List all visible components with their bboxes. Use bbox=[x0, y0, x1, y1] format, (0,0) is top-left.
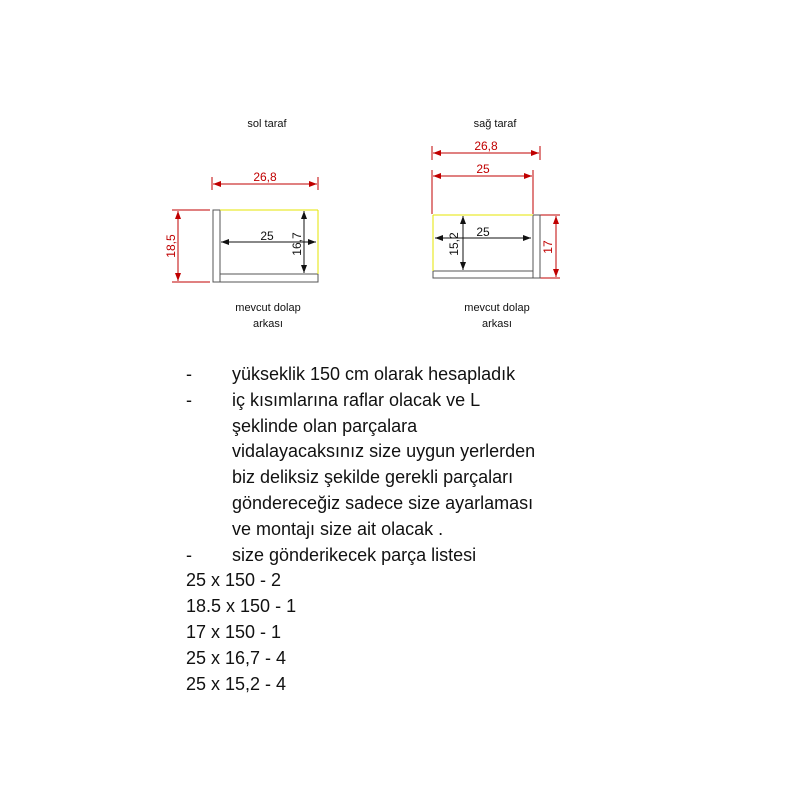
part-list-item: 25 x 150 - 2 bbox=[186, 570, 282, 591]
left-inner-height-label: 16,7 bbox=[290, 232, 304, 256]
note-text: ve montajı size ait olacak . bbox=[232, 518, 444, 539]
right-inner-height-dimension bbox=[447, 216, 463, 270]
right-view bbox=[432, 118, 560, 330]
part-list-item: 25 x 16,7 - 4 bbox=[186, 647, 287, 668]
left-inner-width-label: 25 bbox=[260, 229, 274, 243]
right-top-dim2-label: 25 bbox=[476, 162, 490, 176]
notes-section bbox=[186, 362, 786, 697]
left-view-title: sol taraf bbox=[247, 118, 287, 130]
note-bullet-height bbox=[186, 362, 786, 388]
right-view-title: sağ taraf bbox=[473, 118, 517, 130]
bullet-dash: - bbox=[186, 544, 192, 565]
left-view bbox=[164, 118, 318, 330]
note-text: size gönderikecek parça listesi bbox=[232, 544, 477, 565]
bullet-dash: - bbox=[186, 389, 192, 410]
note-text: vidalayacaksınız size uygun yerlerden bbox=[232, 441, 536, 462]
left-caption-line2: arkası bbox=[253, 318, 283, 330]
note-text: göndereceğiz sadece size ayarlaması bbox=[232, 492, 534, 513]
right-top-dim-label: 26,8 bbox=[474, 139, 498, 153]
note-text: iç kısımlarına raflar olacak ve L bbox=[232, 389, 481, 410]
part-list-item: 17 x 150 - 1 bbox=[186, 621, 282, 642]
part-list-item: 18.5 x 150 - 1 bbox=[186, 596, 297, 617]
right-caption-line1: mevcut dolap bbox=[464, 302, 530, 314]
part-list-item: 25 x 15,2 - 4 bbox=[186, 673, 287, 694]
right-top-dimension-2 bbox=[432, 162, 533, 214]
left-side-dimension bbox=[164, 210, 210, 282]
note-text: biz deliksiz şekilde gerekli parçaları bbox=[232, 467, 514, 488]
technical-drawing bbox=[0, 0, 800, 340]
note-text: yükseklik 150 cm olarak hesapladık bbox=[232, 364, 516, 384]
right-side-dim-label: 17 bbox=[541, 240, 555, 254]
right-top-dimension bbox=[432, 139, 540, 160]
left-top-dimension bbox=[212, 170, 318, 190]
right-side-dimension bbox=[540, 215, 560, 278]
right-inner-height-label: 15,2 bbox=[447, 232, 461, 256]
left-side-dim-label: 18,5 bbox=[164, 234, 178, 258]
bullet-dash: - bbox=[186, 364, 192, 384]
left-top-dim-label: 26,8 bbox=[253, 170, 277, 184]
right-inner-width-label: 25 bbox=[476, 225, 490, 239]
right-caption-line2: arkası bbox=[482, 318, 512, 330]
note-text: şeklinde olan parçalara bbox=[232, 415, 418, 436]
left-inner-height-dimension bbox=[290, 211, 304, 273]
note-bullet-parts bbox=[186, 543, 786, 569]
note-bullet-shelves bbox=[186, 388, 786, 414]
left-caption-line1: mevcut dolap bbox=[235, 302, 301, 314]
